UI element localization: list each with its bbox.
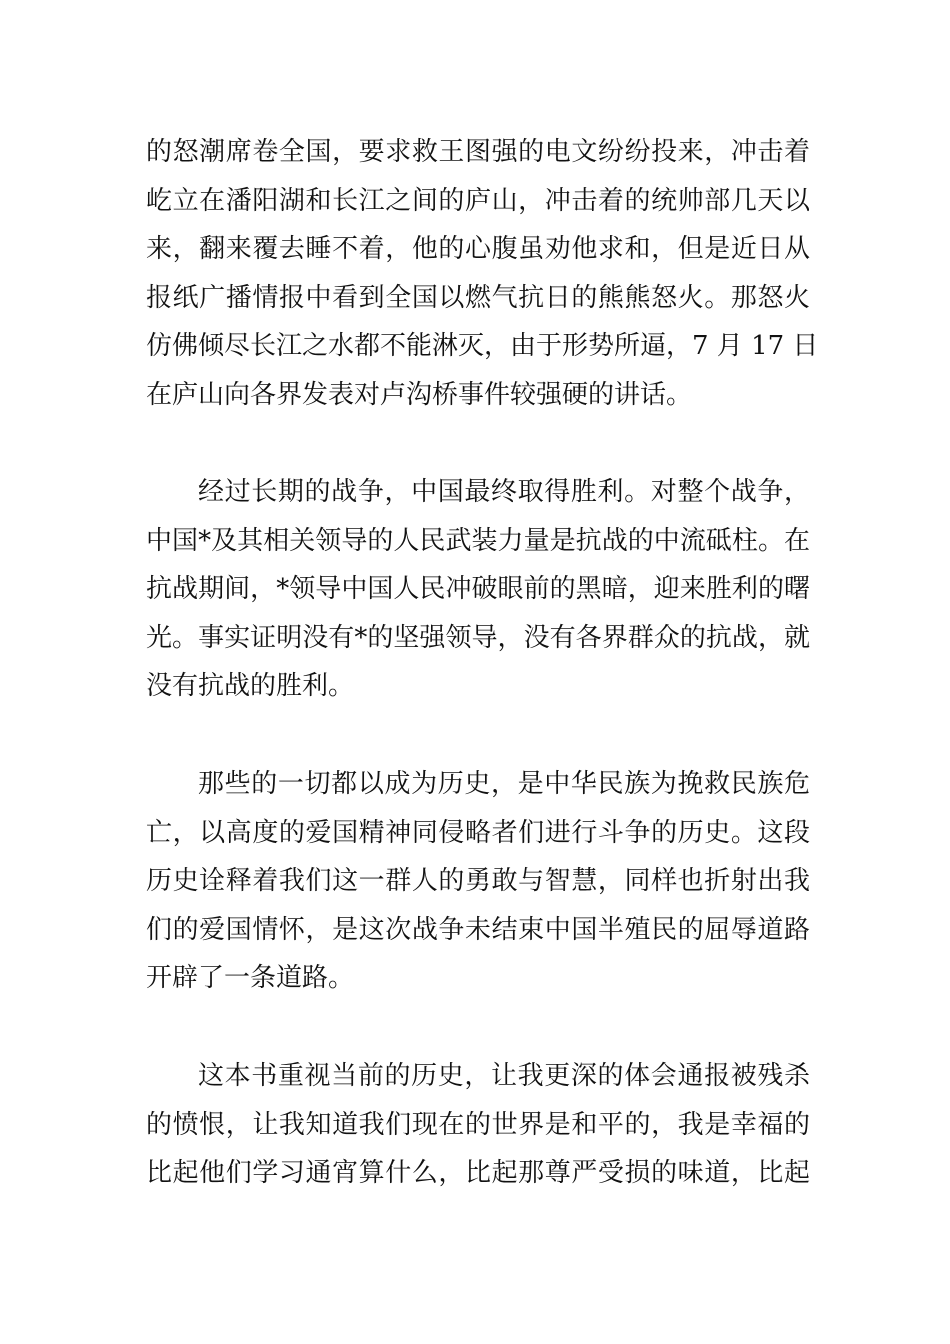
- paragraph-4: [146, 1052, 810, 1198]
- paragraph-4-line-2: 的愤恨，让我知道我们现在的世界是和平的，我是幸福的: [146, 1109, 810, 1140]
- paragraph-3-line-3: 历史诠释着我们这一群人的勇敢与智慧，同样也折射出我: [146, 866, 810, 896]
- paragraph-3-line-5: 开辟了一条道路。: [146, 963, 355, 993]
- paragraph-2-line-5: 没有抗战的胜利。: [146, 671, 355, 701]
- paragraph-1-line-6: 在庐山向各界发表对卢沟桥事件较强硬的讲话。: [146, 379, 693, 410]
- paragraph-4-line-3: 比起他们学习通宵算什么，比起那尊严受损的味道，比起: [146, 1158, 810, 1188]
- paragraph-1-line-5: 仿佛倾尽长江之水都不能淋灭，由于形势所逼，7 月 17 日: [146, 331, 819, 361]
- paragraph-3-line-4: 们的爱国情怀，是这次战争未结束中国半殖民的屈辱道路: [146, 914, 810, 945]
- paragraph-2-line-3: 抗战期间，*领导中国人民冲破眼前的黑暗，迎来胜利的曙: [146, 574, 810, 604]
- paragraph-2-line-4: 光。事实证明没有*的坚强领导，没有各界群众的抗战，就: [146, 622, 810, 653]
- paragraph-2: [146, 468, 810, 711]
- paragraph-1: [146, 128, 819, 419]
- paragraph-4-line-1: 这本书重视当前的历史，让我更深的体会通报被残杀: [198, 1061, 810, 1091]
- paragraph-2-line-2: 中国*及其相关领导的人民武装力量是抗战的中流砥柱。在: [146, 525, 810, 556]
- paragraph-2-line-1: 经过长期的战争，中国最终取得胜利。对整个战争，: [198, 477, 810, 507]
- paragraph-3-line-2: 亡，以高度的爱国精神同侵略者们进行斗争的历史。这段: [146, 817, 810, 848]
- paragraph-1-line-1: 的怒潮席卷全国，要求救王图强的电文纷纷投来，冲击着: [146, 137, 810, 167]
- paragraph-3-line-1: 那些的一切都以成为历史，是中华民族为挽救民族危: [198, 769, 810, 799]
- paragraph-1-line-3: 来，翻来覆去睡不着，他的心腹虽劝他求和，但是近日从: [146, 234, 810, 264]
- paragraph-3: [146, 760, 810, 1003]
- paragraph-1-line-2: 屹立在潘阳湖和长江之间的庐山，冲击着的统帅部几天以: [146, 185, 810, 216]
- paragraph-1-line-4: 报纸广播情报中看到全国以燃气抗日的熊熊怒火。那怒火: [146, 282, 810, 313]
